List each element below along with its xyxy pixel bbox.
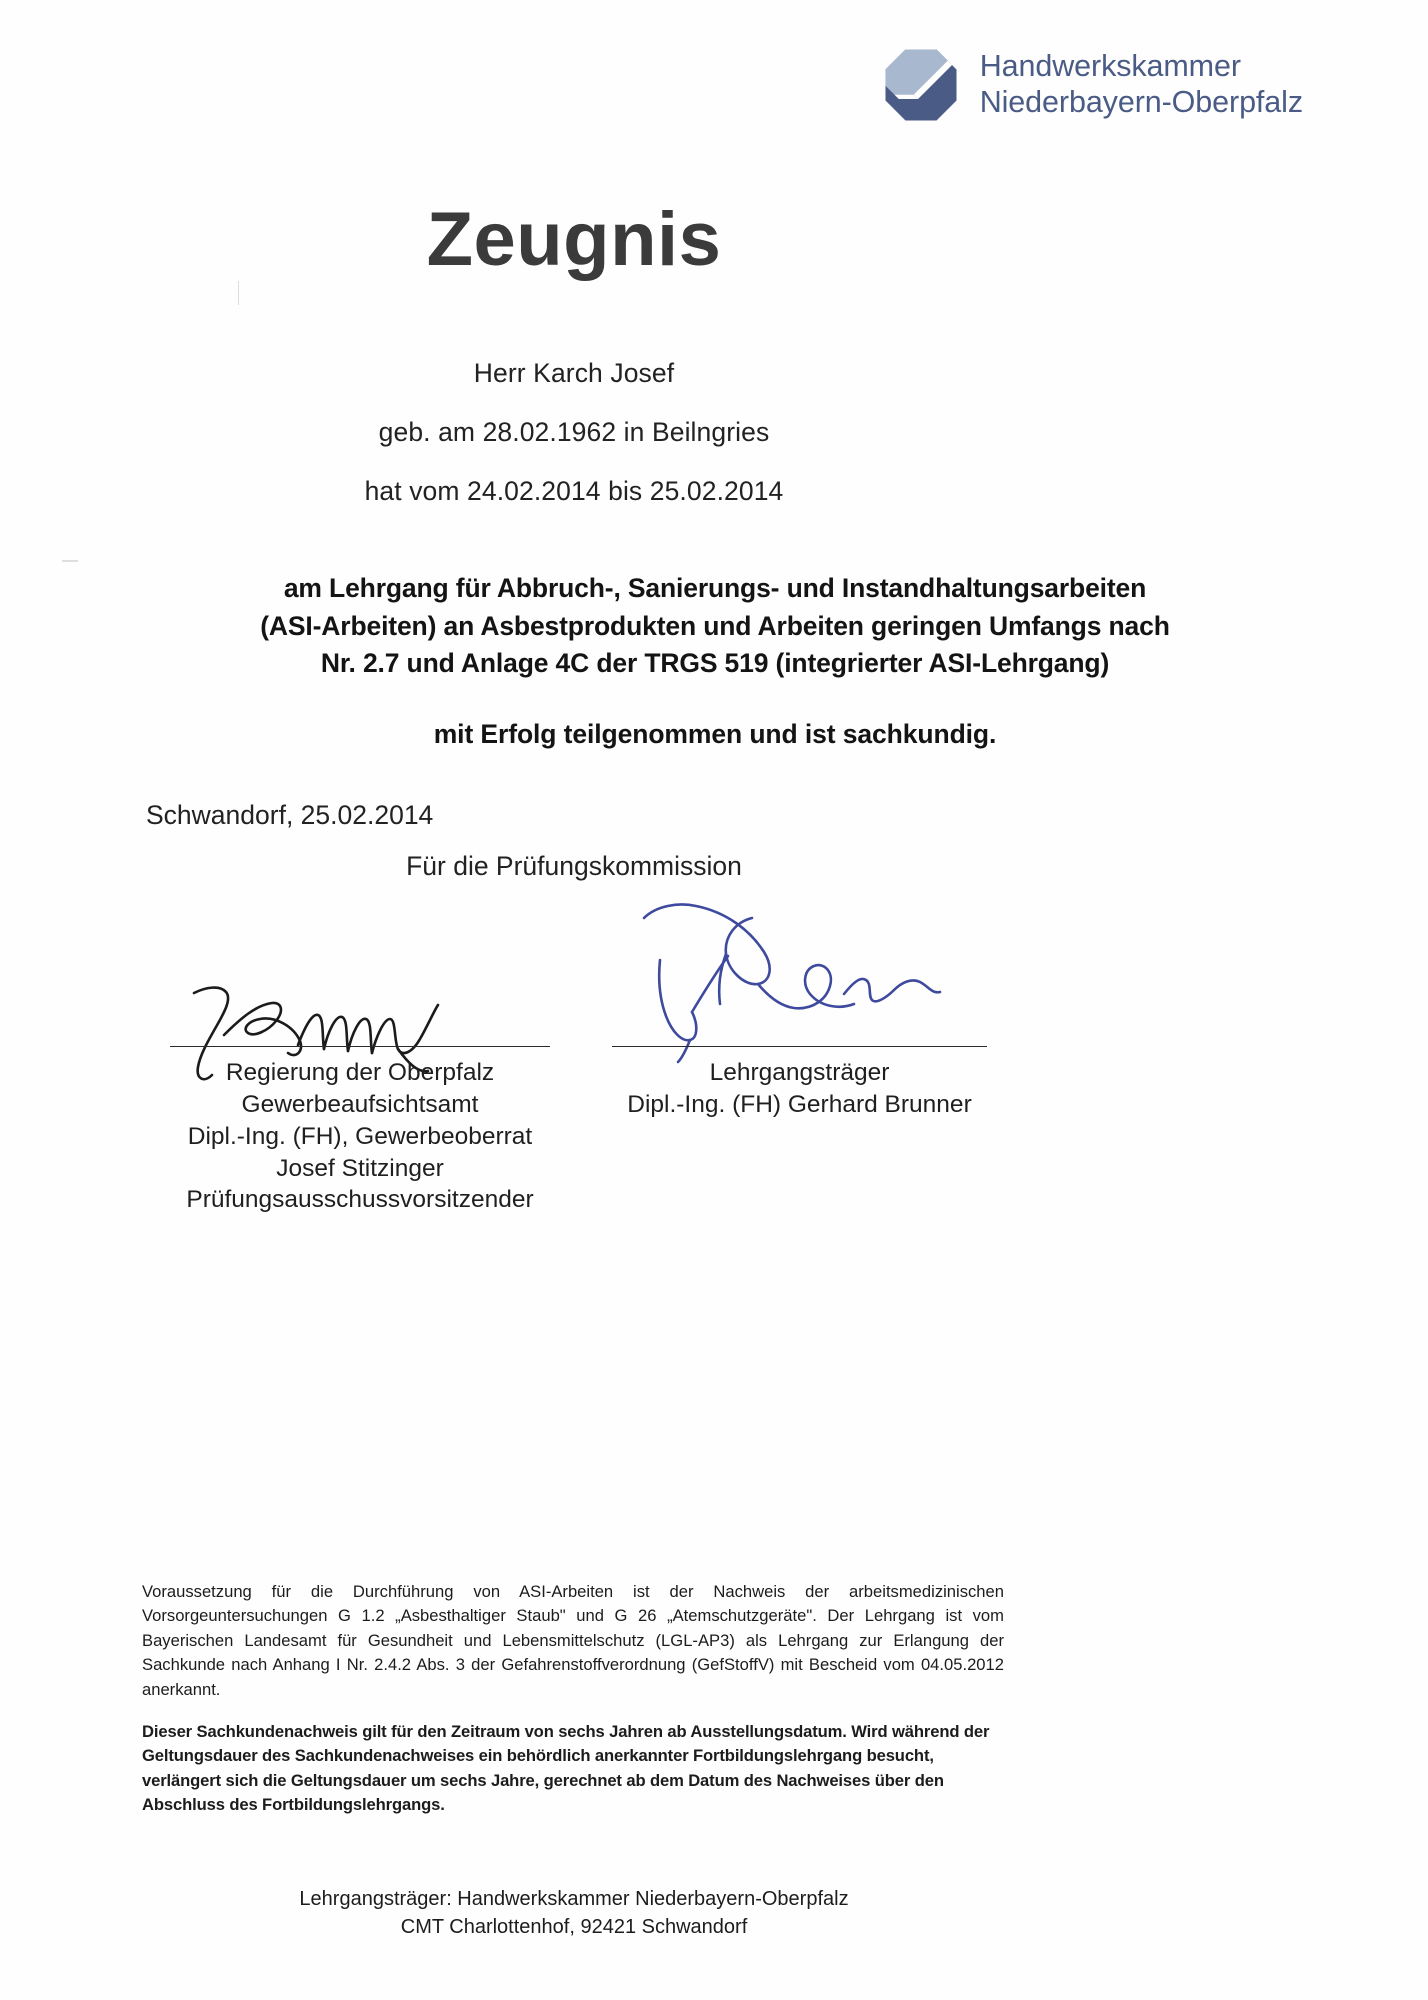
footer-line-2: CMT Charlottenhof, 92421 Schwandorf xyxy=(400,1916,748,1938)
course-period: hat vom 24.02.2014 bis 25.02.2014 xyxy=(364,476,784,506)
signature-left-line-0: Regierung der Oberpfalz xyxy=(225,1059,495,1086)
course-result-statement: mit Erfolg teilgenommen und ist sachkundig. xyxy=(433,718,997,749)
scan-artifact-left-mark xyxy=(62,560,78,562)
course-line-2: (ASI-Arbeiten) an Asbestprodukten und Arbeiten geringen Umfangs nach xyxy=(260,610,1170,641)
org-line-1: Handwerkskammer xyxy=(979,49,1241,84)
fineprint-paragraph-2: Dieser Sachkundenachweis gilt für den Zeitraum von sechs Jahren ab Ausstellungsdatum. Wird während der Geltungsdauer des Sachkundenachweises ein behördlich anerkannter Fortbildungslehrgang besucht, verlängert sich die Geltungsdauer um sechs Jahre, gerechnet ab dem Datum des Nachweises über den Abschluss des Fortbildungslehrgangs. xyxy=(142,1721,990,1815)
fineprint-paragraph-1: Voraussetzung für die Durchführung von ASI-Arbeiten ist der Nachweis der arbeitsmedizinischen Vorsorgeuntersuchungen G 1.2 „Asbesthaltiger Staub" und G 26 „Atemschutzgeräte". Der Lehrgang ist vom Bayerischen Landesamt für Gesundheit und Lebensmittelschutz (LGL-AP3) als Lehrgang zur Erlangung der Sachkunde nach Anhang I Nr. 2.4.2 Abs. 3 der Gefahrenstoffverordnung (GefStoffV) mit Bescheid vom 04.05.2012 anerkannt. xyxy=(142,1582,1004,1699)
document-footer xyxy=(0,1885,1288,1941)
signature-line-left xyxy=(170,1046,550,1047)
signature-line-right xyxy=(612,1046,987,1047)
signature-left-line-2: Dipl.-Ing. (FH), Gewerbeoberrat xyxy=(187,1122,533,1150)
signature-left-line-4: Prüfungsausschussvorsitzender xyxy=(186,1186,534,1214)
signature-block-left xyxy=(170,1046,550,1216)
recipient-name: Herr Karch Josef xyxy=(473,358,675,388)
org-name xyxy=(980,49,1303,121)
recipient-block xyxy=(0,358,1288,535)
course-line-1: am Lehrgang für Abbruch-, Sanierungs- und Instandhaltungsarbeiten xyxy=(283,573,1147,603)
signature-left-line-3: Josef Stitzinger xyxy=(276,1154,444,1182)
signature-right-line-1: Dipl.-Ing. (FH) Gerhard Brunner xyxy=(627,1090,972,1118)
hwk-octagon-logo-icon xyxy=(884,48,958,122)
document-header xyxy=(884,48,1303,122)
commission-label: Für die Prüfungskommission xyxy=(406,851,742,881)
course-line-3: Nr. 2.7 und Anlage 4C der TRGS 519 (integrierter ASI-Lehrgang) xyxy=(320,648,1110,679)
issue-place-date: Schwandorf, 25.02.2014 xyxy=(146,800,434,830)
signature-left-line-1: Gewerbeaufsichtsamt xyxy=(241,1090,479,1118)
legal-fineprint xyxy=(142,1580,1004,1836)
page-title: Zeugnis xyxy=(426,197,722,282)
scan-artifact-tick xyxy=(238,281,239,305)
org-line-2: Niederbayern-Oberpfalz xyxy=(979,85,1303,119)
footer-line-1: Lehrgangsträger: Handwerkskammer Niederbayern-Oberpfalz xyxy=(299,1888,849,1910)
course-description-block xyxy=(150,570,1280,750)
recipient-birth: geb. am 28.02.1962 in Beilngries xyxy=(378,417,770,447)
signature-right-line-0: Lehrgangsträger xyxy=(709,1059,890,1086)
signature-block-right xyxy=(612,1046,987,1121)
